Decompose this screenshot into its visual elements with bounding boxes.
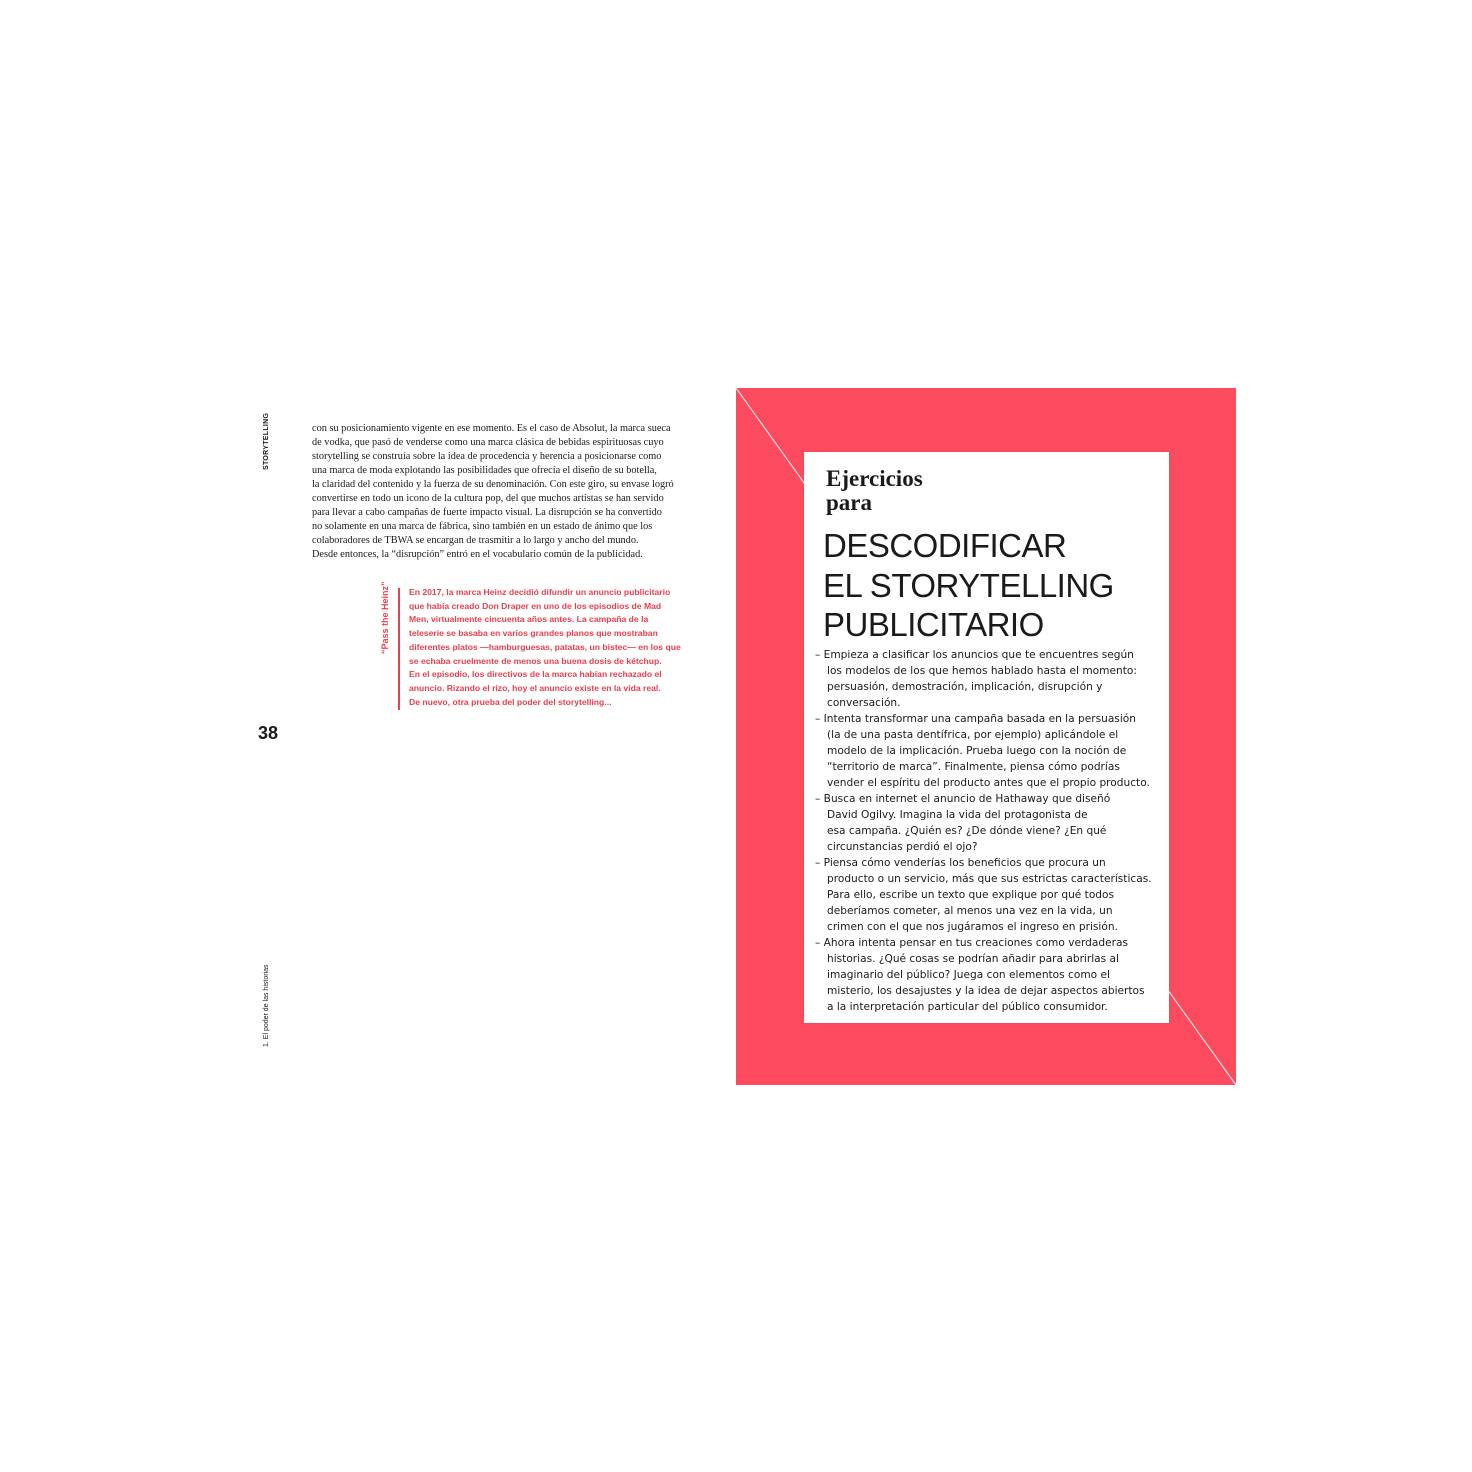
exercise-item: – Busca en internet el anuncio de Hathaway que diseñó <box>815 791 1160 807</box>
body-line: storytelling se construía sobre la idea de procedencia y herencia a posicionarse como <box>312 451 662 462</box>
exercise-title-small <box>826 467 923 515</box>
section-label: 1. El poder de las historias <box>263 964 270 1047</box>
exercise-title-big <box>823 526 1114 645</box>
exercise-line: vender el espíritu del producto antes que el propio producto. <box>827 777 1150 789</box>
exercise-item: – Piensa cómo venderías los beneficios que procura un <box>815 855 1160 871</box>
body-line: Desde entonces, la “disrupción” entró en el vocabulario común de la publicidad. <box>312 549 643 560</box>
exercise-item: – Ahora intenta pensar en tus creaciones como verdaderas <box>815 935 1160 951</box>
body-line: no solamente en una marca de fábrica, sino también en un estado de ánimo que los <box>312 521 653 532</box>
exercise-title-big-line: PUBLICITARIO <box>823 606 1044 643</box>
exercise-line: conversación. <box>827 697 901 709</box>
exercise-line: deberíamos cometer, al menos una vez en la vida, un <box>827 905 1113 917</box>
exercise-line: producto o un servicio, más que sus estrictas características. <box>827 873 1152 885</box>
sidenote-line: que había creado Don Draper en uno de los episodios de Mad <box>409 600 662 611</box>
exercise-line: (la de una pasta dentífrica, por ejemplo) aplicándole el <box>827 729 1119 741</box>
sidenote-text <box>409 586 689 709</box>
exercise-title-big-line: EL STORYTELLING <box>823 566 1114 604</box>
exercise-line: crimen con el que nos jugáramos el ingreso en prisión. <box>827 921 1118 933</box>
exercise-item: – Empieza a clasificar los anuncios que te encuentres según <box>815 647 1160 663</box>
sidenote-line: En 2017, la marca Heinz decidió difundir un anuncio publicitario <box>409 587 671 597</box>
sidenote-line: En el episodio, los directivos de la marca habían rechazado el <box>409 669 662 680</box>
exercise-line: modelo de la implicación. Prueba luego con la noción de <box>827 745 1127 757</box>
sidenote-line: De nuevo, otra prueba del poder del storytelling... <box>409 696 612 707</box>
body-paragraph <box>312 422 672 562</box>
body-line: para llevar a cabo campañas de fuerte impacto visual. La disrupción se ha convertido <box>312 507 662 518</box>
exercise-title-big-line: DESCODIFICAR <box>823 527 1067 564</box>
sidenote-rule <box>398 588 400 710</box>
body-line: con su posicionamiento vigente en ese momento. Es el caso de Absolut, la marca sueca <box>312 423 671 434</box>
exercise-line: “territorio de marca”. Finalmente, piensa cómo podrías <box>827 761 1120 773</box>
page-number: 38 <box>258 723 279 743</box>
sidenote-line: diferentes platos —hamburguesas, patatas, un bistec— en los que <box>409 641 681 652</box>
exercise-line: historias. ¿Qué cosas se podrían añadir para abrirlas al <box>827 953 1119 965</box>
exercise-title-line: para <box>826 490 872 515</box>
exercise-line: Para ello, escribe un texto que explique por qué todos <box>827 889 1115 901</box>
sidenote-title: “Pass the Heinz” <box>380 581 390 654</box>
sidenote-line: teleserie se basaba en varios grandes planos que mostraban <box>409 628 658 639</box>
sidenote-line: se echaba cruelmente de menos una buena dosis de kétchup. <box>409 655 662 666</box>
exercise-title-line: Ejercicios <box>826 466 923 491</box>
exercise-line: los modelos de los que hemos hablado hasta el momento: <box>827 665 1137 677</box>
exercise-line: persuasión, demostración, implicación, disrupción y <box>827 681 1103 693</box>
body-line: una marca de moda explotando las posibilidades que ofrecía el diseño de su botella, <box>312 465 657 476</box>
running-head: STORYTELLING <box>263 412 270 470</box>
body-line: de vodka, que pasó de venderse como una marca clásica de bebidas espirituosas cuyo <box>312 437 664 448</box>
exercise-line: misterio, los desajustes y la idea de dejar aspectos abiertos <box>827 985 1145 997</box>
exercise-line: circunstancias perdió el ojo? <box>827 841 978 853</box>
sidenote-line: anuncio. Rizando el rizo, hoy el anuncio existe en la vida real. <box>409 682 661 693</box>
body-line: colaboradores de TBWA se encargan de trasmitir a lo largo y ancho del mundo. <box>312 535 639 546</box>
body-line: la claridad del contenido y la fuerza de su denominación. Con este giro, su envase logró <box>312 479 674 490</box>
exercise-line: David Ogilvy. Imagina la vida del protagonista de <box>827 809 1088 821</box>
exercise-list <box>815 647 1160 1015</box>
sidenote-line: Men, virtualmente cincuenta años antes. La campaña de la <box>409 614 649 625</box>
exercise-line: esa campaña. ¿Quién es? ¿De dónde viene? ¿En qué <box>827 825 1107 837</box>
exercise-item: – Intenta transformar una campaña basada en la persuasión <box>815 711 1160 727</box>
body-line: convertirse en todo un icono de la cultura pop, del que muchos artistas se han servido <box>312 493 664 504</box>
exercise-line: imaginario del público? Juega con elementos como el <box>827 969 1110 981</box>
exercise-line: a la interpretación particular del público consumidor. <box>827 1001 1108 1013</box>
